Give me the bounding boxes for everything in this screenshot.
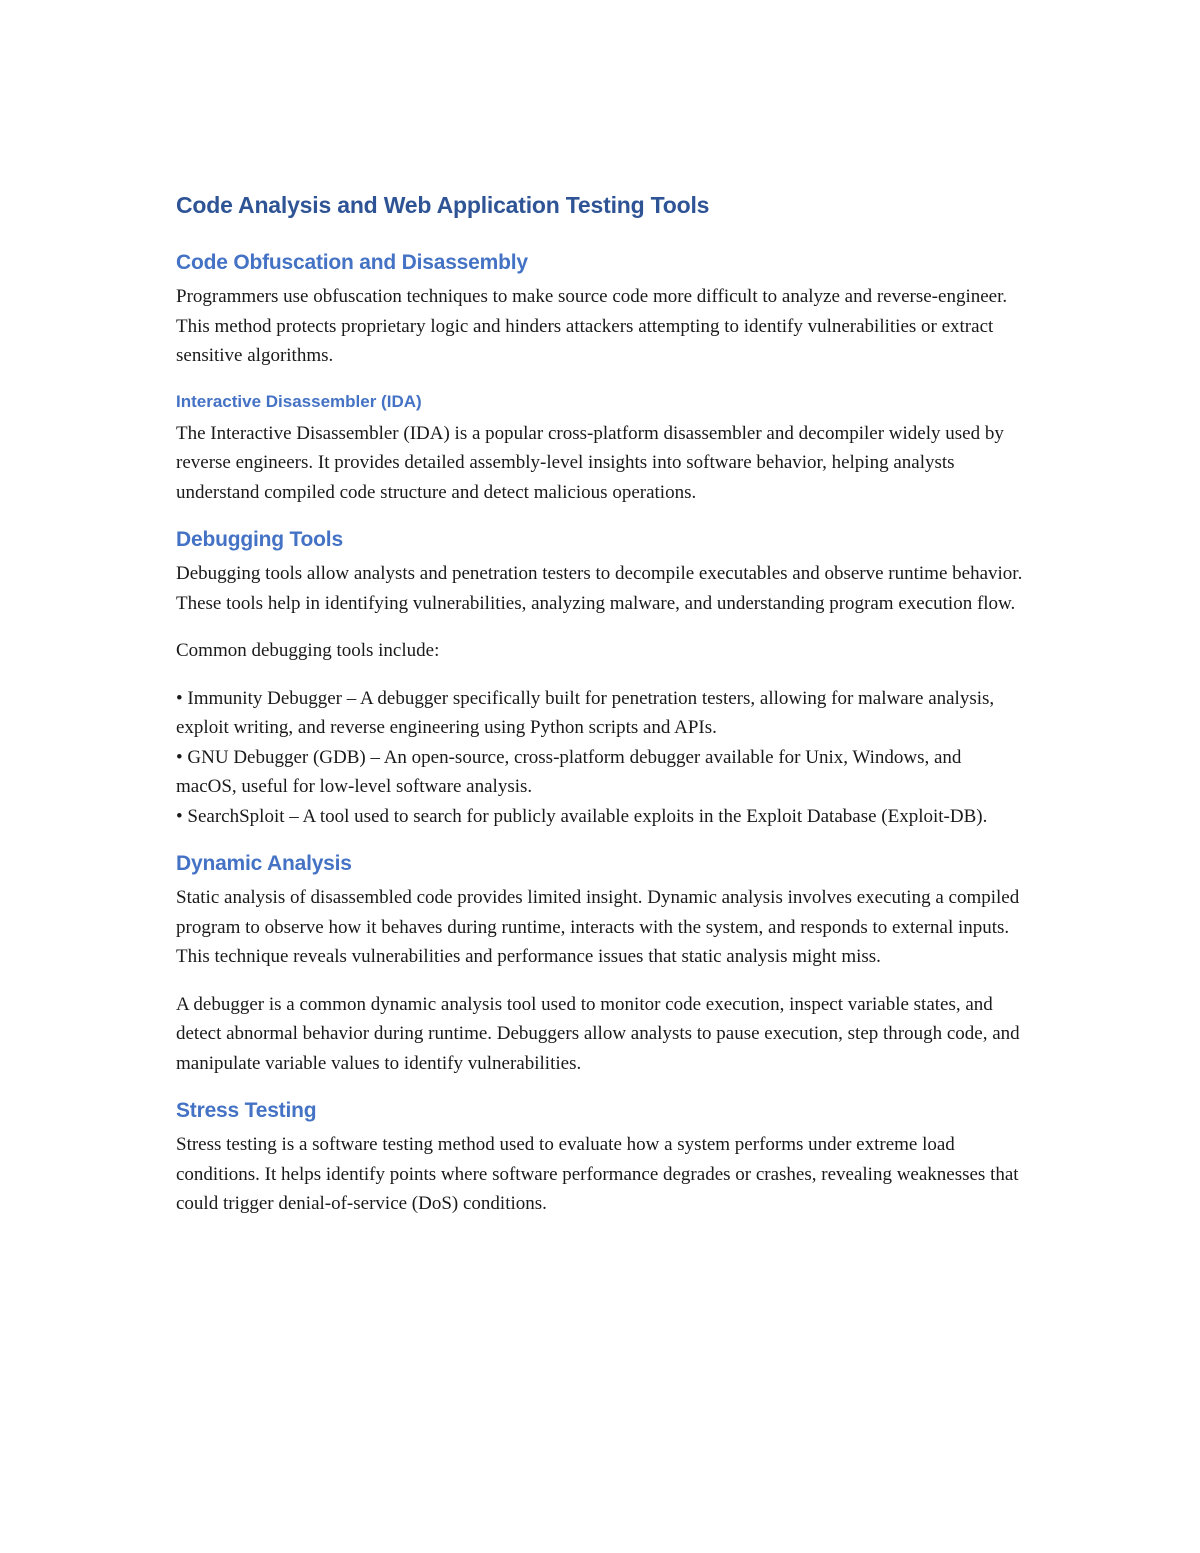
heading-code-obfuscation: Code Obfuscation and Disassembly — [176, 251, 528, 274]
list-item: • SearchSploit – A tool used to search for publicly available exploits in the Exploit Database (Exploit-DB). — [176, 805, 988, 827]
document-title: Code Analysis and Web Application Testing Tools — [176, 192, 710, 218]
debugging-tools-list — [176, 684, 1026, 832]
heading-ida: Interactive Disassembler (IDA) — [176, 391, 422, 411]
heading-stress-testing: Stress Testing — [176, 1099, 317, 1122]
paragraph-dynamic-2: A debugger is a common dynamic analysis tool used to monitor code execution, inspect variable states, and detect abnormal behavior during runtime. Debuggers allow analysts to pause execution, step through code, and manipulate variable values to identify vulnerabilities. — [176, 993, 1020, 1074]
heading-debugging-tools: Debugging Tools — [176, 528, 343, 551]
document-body — [176, 188, 1026, 1219]
paragraph-debugging-intro: Common debugging tools include: — [176, 640, 440, 661]
list-item: • GNU Debugger (GDB) – An open-source, cross-platform debugger available for Unix, Windows, and macOS, useful for low-level software analysis. — [176, 746, 962, 797]
list-item: • Immunity Debugger – A debugger specifically built for penetration testers, allowing for malware analysis, exploit writing, and reverse engineering using Python scripts and APIs. — [176, 687, 995, 738]
paragraph-obfuscation: Programmers use obfuscation techniques to make source code more difficult to analyze and reverse-engineer. This method protects proprietary logic and hinders attackers attempting to identify vulnerabilities or extract sensitive algorithms. — [176, 286, 1008, 366]
paragraph-stress: Stress testing is a software testing method used to evaluate how a system performs under extreme load conditions. It helps identify points where software performance degrades or crashes, revealing weaknesses that could trigger denial-of-service (DoS) conditions. — [176, 1134, 1019, 1214]
paragraph-ida: The Interactive Disassembler (IDA) is a popular cross-platform disassembler and decompiler widely used by reverse engineers. It provides detailed assembly-level insights into software behavior, helping analysts understand compiled code structure and detect malicious operations. — [176, 422, 1004, 503]
paragraph-debugging: Debugging tools allow analysts and penetration testers to decompile executables and observe runtime behavior. These tools help in identifying vulnerabilities, analyzing malware, and understanding program execution flow. — [176, 563, 1023, 614]
paragraph-dynamic-1: Static analysis of disassembled code provides limited insight. Dynamic analysis involves executing a compiled program to observe how it behaves during runtime, interacts with the system, and responds to external inputs. This technique reveals vulnerabilities and performance issues that static analysis might miss. — [176, 887, 1020, 967]
heading-dynamic-analysis: Dynamic Analysis — [176, 852, 352, 875]
